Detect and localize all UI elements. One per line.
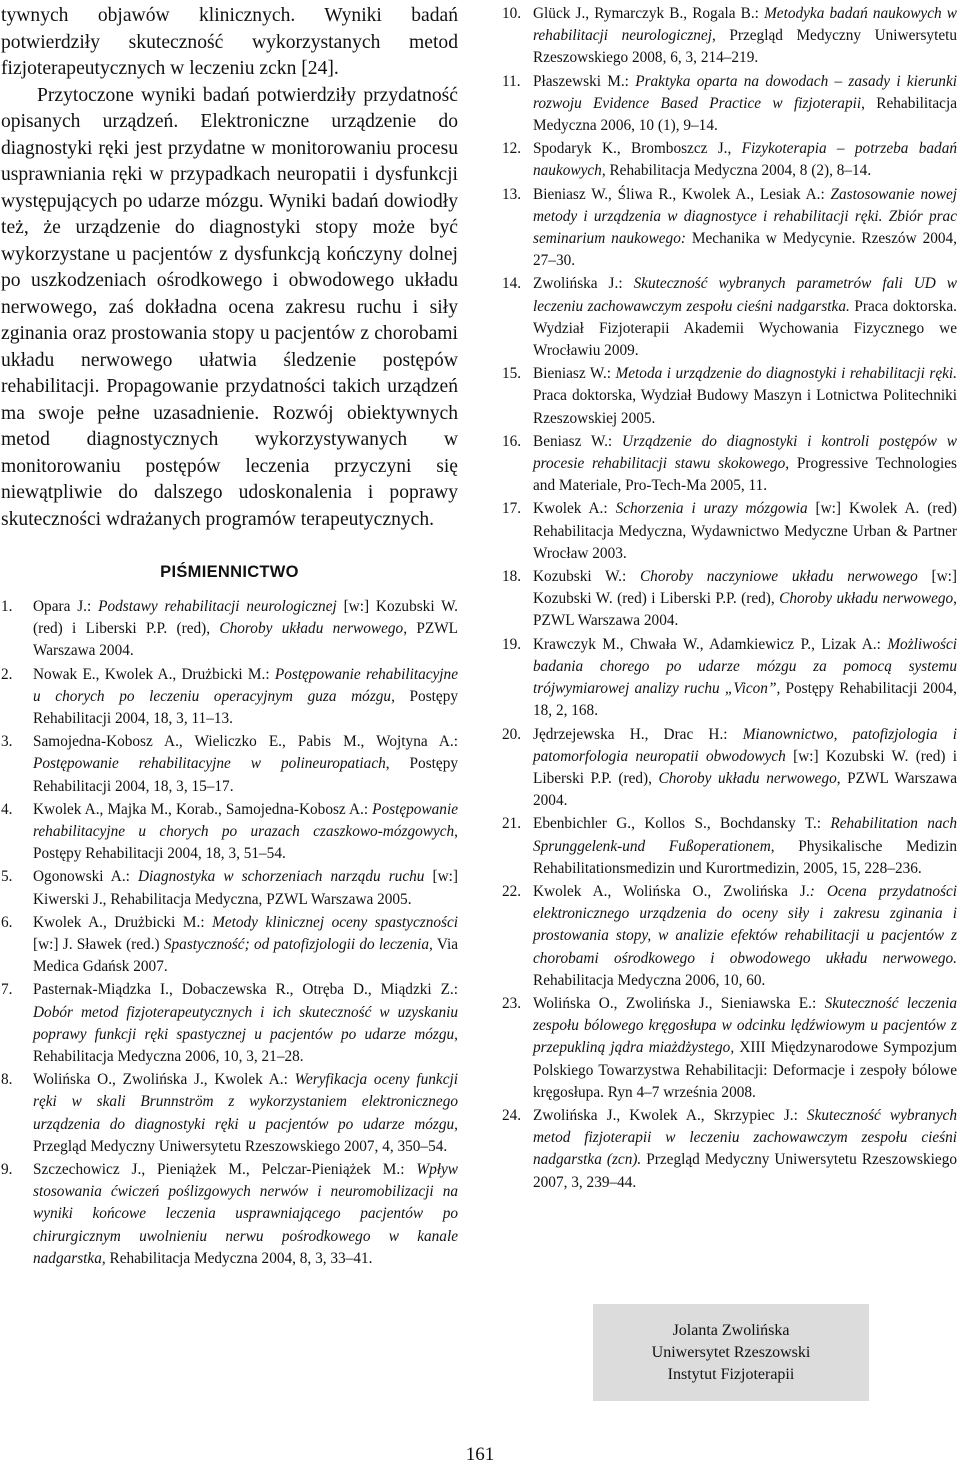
- reference-title-2: Spastyczność; od patofizjologii do leczenia,: [163, 936, 433, 954]
- reference-rest: , Rehabilitacja Medyczna 2004, 8 (2), 8–14.: [601, 162, 872, 180]
- reference-title: Mianownictwo, patofizjologia i patomorfologia neuropatii obwodowych: [533, 725, 957, 765]
- reference-item: [502, 724, 957, 813]
- reference-rest: Praca doktorska, Wydział Budowy Maszyn i Lotnictwa Politechniki Rzeszowskiej 2005.: [533, 387, 957, 427]
- reference-number: 14.: [502, 275, 522, 293]
- reference-text: [533, 3, 957, 70]
- reference-number: 12.: [502, 140, 522, 158]
- reference-rest-2: , PZWL Warszawa 2004.: [533, 769, 957, 810]
- reference-number: 16.: [502, 432, 522, 450]
- reference-title: Choroby naczyniowe układu nerwowego: [639, 568, 918, 586]
- body-paragraph-1: tywnych objawów klinicznych. Wyniki badań potwierdziły skuteczność wykorzystanych metod fizjoterapeutycznych w leczeniu zckn [24].: [1, 5, 458, 79]
- reference-rest: , Postępy Rehabilitacji 2004, 18, 3, 15–17.: [33, 755, 458, 795]
- reference-author: Opara J.:: [33, 598, 99, 615]
- reference-number: 7.: [1, 981, 13, 999]
- reference-text: [33, 866, 458, 910]
- body-paragraph-2: Przytoczone wyniki badań potwierdziły przydatność opisanych urządzeń. Elektroniczne urządzenie do diagnostyki ręki jest przydatne w monitorowaniu procesu usprawniania ręki w przypadkach neuropatii i dysfunkcji występujących po udarze mózgu. Wyniki badań dowiodły też, że urządzenie do diagnostyki stopy może być wykorzystane u pacjentów z dysfunkcją kończyny dolnej po uszkodzeniach ośrodkowego i obwodowego układu nerwowego, zaś dokładna ocena zakresu ruchu i siły zginania oraz prostowania stopy u pacjentów z chorobami układu nerwowego ułatwia śledzenie postępów rehabilitacji. Propagowanie przydatności takich urządzeń ma swoje pełne uzasadnienie. Rozwój obiektywnych metod diagnostycznych wykorzystywanych w monitorowaniu postępów leczenia przyczyni się niewątpliwie do dalszego udoskonalenia i poprawy skuteczności wdrażanych programów terapeutycznych.: [1, 84, 458, 530]
- reference-title: Skuteczność wybranych parametrów fali UD w leczeniu zachowawczym zespołu cieśni nadgarstka.: [533, 275, 957, 315]
- reference-text: [533, 273, 957, 362]
- reference-author: Jędrzejewska H., Drac H.:: [533, 725, 743, 743]
- reference-text: [533, 634, 957, 723]
- reference-number: 17.: [502, 500, 522, 518]
- page-number: 161: [465, 1444, 495, 1465]
- reference-rest-2: Via Medica Gdańsk 2007.: [33, 936, 459, 976]
- reference-rest: , Physikalische Medizin Rehabilitationsmedizin und Kurortmedizin, 2005, 15, 228–236.: [533, 837, 957, 877]
- reference-title: Postępowanie rehabilitacyjne u chorych po urazach czaszkowo-mózgowych: [33, 800, 458, 841]
- reference-number: 23.: [502, 994, 522, 1012]
- reference-rest: , Rehabilitacja Medyczna 2006, 10, 3, 21–28.: [33, 1025, 458, 1066]
- reference-text: [33, 1159, 458, 1270]
- reference-text: [533, 184, 957, 273]
- reference-number: 9.: [1, 1161, 13, 1179]
- reference-author: Nowak E., Kwolek A., Drużbicki M.:: [33, 665, 275, 683]
- reference-item: [502, 184, 957, 273]
- reference-author: Kwolek A., Majka M., Korab., Samojedna-Kobosz A.:: [33, 800, 373, 818]
- reference-rest: , Postępy Rehabilitacji 2004, 18, 3, 11–13.: [33, 687, 458, 728]
- reference-item: [1, 1159, 458, 1270]
- reference-author: Pasternak-Miądzka I., Dobaczewska R., Otręba D., Miądzki Z.:: [33, 981, 458, 999]
- reference-rest: Rehabilitacja Medyczna 2006, 10, 60.: [533, 971, 766, 989]
- reference-rest-2: , PZWL Warszawa 2004.: [533, 590, 957, 630]
- reference-number: 1.: [1, 598, 13, 615]
- reference-title: Schorzenia i urazy mózgowia: [615, 500, 808, 518]
- reference-number: 11.: [502, 72, 521, 90]
- reference-rest: XIII Międzynarodowe Sympozjum Polskiego Towarzystwa Rehabilitacji: Deformacje i zespoły bólowe kręgosłupa. Ryn 4–7 września 2008.: [533, 1039, 957, 1101]
- reference-number: 18.: [502, 568, 522, 586]
- author-name: Jolanta Zwolińska: [672, 1321, 790, 1339]
- reference-item: [502, 881, 957, 992]
- reference-title: Wpływ stosowania ćwiczeń poślizgowych nerwów i neuromobilizacji na wyniki końcowe leczenia usprawniającego pacjentów po chirurgicznym uwolnieniu nerwu pośrodkowego w kanale nadgarstka: [33, 1161, 458, 1267]
- reference-text: [533, 813, 957, 880]
- reference-text: [533, 993, 957, 1104]
- reference-author: Wolińska O., Zwolińska J., Kwolek A.:: [33, 1071, 295, 1089]
- reference-author: Beniasz W.:: [533, 432, 623, 450]
- reference-author: Samojedna-Kobosz A., Wieliczko E., Pabis M., Wojtyna A.:: [33, 733, 458, 751]
- reference-rest: , Rehabilitacja Medyczna 2004, 8, 3, 33–41.: [101, 1249, 373, 1267]
- reference-author: Spodaryk K., Bromboszcz J.,: [533, 140, 742, 158]
- reference-number: 6.: [1, 913, 13, 931]
- reference-author: Szczechowicz J., Pieniążek M., Pelczar-Pieniążek M.:: [33, 1161, 417, 1179]
- reference-rest: , Przegląd Medyczny Uniwersytetu Rzeszowskiego 2007, 4, 350–54.: [33, 1115, 458, 1155]
- reference-item: [502, 273, 957, 362]
- reference-item: [1, 731, 458, 798]
- reference-author: Zwolińska J.:: [533, 275, 634, 293]
- reference-rest: Przegląd Medyczny Uniwersytetu Rzeszowskiego 2007, 3, 239–44.: [533, 1151, 957, 1191]
- reference-number: 22.: [502, 882, 522, 900]
- reference-item: [1, 664, 458, 731]
- reference-item: [502, 71, 957, 138]
- reference-rest: [w:] Kwolek A. (red) Rehabilitacja Medyczna, Wydawnictwo Medyczne Urban & Partner Wrocław 2003.: [533, 500, 957, 562]
- reference-rest: Mechanika w Medycynie. Rzeszów 2004, 27–30.: [533, 230, 957, 270]
- reference-author: Kozubski W.:: [533, 568, 640, 586]
- reference-rest: , Przegląd Medyczny Uniwersytetu Rzeszowskiego 2008, 6, 3, 214–219.: [533, 27, 958, 67]
- reference-rest: [w:] Kozubski W. (red) i Liberski P.P. (red),: [533, 568, 958, 608]
- reference-item: [502, 498, 957, 565]
- reference-text: [33, 1069, 458, 1158]
- reference-rest: [w:] Kiwerski J., Rehabilitacja Medyczna, PZWL Warszawa 2005.: [33, 868, 458, 908]
- references-list-right: [502, 3, 957, 1194]
- reference-author: Płaszewski M.:: [533, 72, 636, 90]
- reference-rest: , Rehabilitacja Medyczna 2006, 10 (1), 9–14.: [533, 94, 957, 135]
- reference-text: [33, 664, 458, 731]
- reference-author: Ogonowski A.:: [33, 868, 138, 886]
- reference-title: Metoda i urządzenie do diagnostyki i rehabilitacji ręki.: [615, 365, 958, 383]
- reference-item: [1, 866, 458, 910]
- references-heading: PIŚMIENNICTWO: [160, 563, 299, 581]
- reference-title: Rehabilitation nach Sprunggelenk-und Fußoperationem: [533, 815, 957, 855]
- reference-author: Bieniasz W., Śliwa R., Kwolek A., Lesiak A.:: [533, 185, 831, 203]
- reference-title-2: Choroby układu nerwowego: [658, 769, 837, 787]
- reference-author: Kwolek A., Wolińska O., Zwolińska J.: [533, 882, 810, 900]
- reference-title: Diagnostyka w schorzeniach narządu ruchu: [138, 868, 425, 886]
- reference-rest: Praca doktorska. Wydział Fizjoterapii Akademii Wychowania Fizycznego we Wrocławiu 2009.: [533, 297, 958, 360]
- reference-text: [33, 979, 458, 1068]
- reference-text: [533, 138, 957, 182]
- reference-author: Wolińska O., Zwolińska J., Sieniawska E.:: [533, 994, 825, 1012]
- reference-title: Fizykoterapia – potrzeba badań naukowych: [533, 140, 957, 180]
- reference-number: 2.: [1, 665, 13, 683]
- reference-title: Zastosowanie nowej metody i urządzenia w diagnostyce i rehabilitacji ręki. Zbiór prac seminarium naukowego:: [533, 185, 958, 248]
- reference-text: [33, 912, 458, 979]
- reference-item: [1, 912, 458, 979]
- references-list-left: [1, 596, 458, 1270]
- reference-text: [533, 881, 957, 992]
- reference-number: 21.: [502, 815, 522, 833]
- reference-author: Bieniasz W.:: [533, 365, 616, 383]
- reference-author: Kwolek A.:: [533, 500, 616, 518]
- right-column: [502, 3, 957, 1195]
- reference-number: 5.: [1, 868, 13, 886]
- reference-title: Skuteczność leczenia zespołu bólowego kręgosłupa w odcinku lędźwiowym u pacjentów z przepukliną jądra miażdżystego,: [533, 994, 957, 1057]
- reference-rest: , Postępy Rehabilitacji 2004, 18, 3, 51–54.: [33, 823, 458, 863]
- reference-text: [33, 596, 458, 663]
- reference-item: [1, 979, 458, 1068]
- reference-title: Metodyka badań naukowych w rehabilitacji neurologicznej: [533, 5, 957, 45]
- reference-author: Zwolińska J., Kwolek A., Skrzypiec J.:: [533, 1106, 807, 1124]
- reference-item: [502, 566, 957, 633]
- reference-item: [502, 431, 957, 498]
- reference-text: [533, 431, 957, 498]
- reference-number: 20.: [502, 725, 522, 743]
- reference-title: Postępowanie rehabilitacyjne u chorych po leczeniu operacyjnym guza mózgu: [33, 665, 458, 705]
- reference-rest: Postępy Rehabilitacji 2004, 18, 2, 168.: [533, 680, 958, 720]
- reference-number: 3.: [1, 733, 13, 751]
- reference-text: [533, 498, 957, 565]
- reference-rest: [w:] J. Sławek (red.): [33, 936, 164, 954]
- reference-number: 19.: [502, 635, 522, 653]
- reference-text: [533, 1105, 957, 1194]
- reference-title: : Ocena przydatności elektronicznego urządzenia do oceny siły i zakresu zginania i prostowania stopy, w analizie efektów rehabilitacji u pacjentów z chorobami ośrodkowego i obwodowego układu nerwowego.: [533, 882, 957, 967]
- reference-item: [502, 138, 957, 182]
- reference-item: [502, 993, 957, 1104]
- reference-title: Podstawy rehabilitacji neurologicznej: [98, 598, 337, 615]
- reference-title: Możliwości badania chorego po udarze mózgu za pomocą systemu trójwymiarowej analizy ruchu „Vicon”,: [533, 635, 957, 698]
- reference-text: [33, 799, 458, 866]
- reference-item: [1, 596, 458, 663]
- reference-author: Ebenbichler G., Kollos S., Bochdansky T.:: [533, 815, 831, 833]
- reference-rest: [w:] Kozubski W. (red) i Liberski P.P. (red),: [33, 598, 459, 638]
- reference-item: [1, 799, 458, 866]
- reference-title-2: Choroby układu nerwowego: [219, 620, 404, 638]
- reference-number: 10.: [502, 5, 522, 22]
- reference-number: 15.: [502, 365, 522, 383]
- author-affiliation-box: [593, 1304, 869, 1401]
- reference-title: Urządzenie do diagnostyki i kontroli postępów w procesie rehabilitacji stawu skokowego,: [533, 432, 958, 473]
- reference-item: [502, 1105, 957, 1194]
- reference-text: [533, 363, 957, 430]
- reference-title: Dobór metod fizjoterapeutycznych i ich skuteczność w uzyskaniu poprawy funkcji ręki spastycznej u pacjentów po udarze mózgu: [33, 1003, 458, 1043]
- reference-title: Skuteczność wybranych metod fizjoterapii w leczeniu zachowawczym zespołu cieśni nadgarstka (zcn).: [533, 1106, 957, 1169]
- reference-item: [1, 1069, 458, 1158]
- reference-rest: Progressive Technologies and Materiale, Pro-Tech-Ma 2005, 11.: [533, 455, 957, 495]
- reference-text: [533, 71, 957, 138]
- reference-item: [502, 363, 957, 430]
- reference-text: [33, 731, 458, 798]
- left-column: [1, 3, 458, 1271]
- reference-title: Praktyka oparta na dowodach – zasady i kierunki rozwoju Evidence Based Practice w fizjoterapii: [533, 72, 957, 112]
- reference-text: [533, 566, 957, 633]
- reference-rest-2: , PZWL Warszawa 2004.: [33, 620, 458, 660]
- reference-number: 13.: [502, 185, 522, 203]
- reference-author: Glück J., Rymarczyk B., Rogala B.:: [533, 5, 765, 22]
- reference-number: 24.: [502, 1106, 522, 1124]
- author-institute: Instytut Fizjoterapii: [667, 1365, 795, 1383]
- reference-number: 8.: [1, 1071, 13, 1089]
- reference-author: Kwolek A., Drużbicki M.:: [33, 913, 213, 931]
- reference-title-2: Choroby układu nerwowego: [779, 590, 954, 608]
- reference-item: [502, 634, 957, 723]
- reference-title: Metody klinicznej oceny spastyczności: [212, 913, 458, 931]
- reference-rest: [w:] Kozubski W. (red) i Liberski P.P. (red),: [533, 747, 957, 787]
- reference-item: [502, 3, 957, 70]
- reference-item: [502, 813, 957, 880]
- reference-author: Krawczyk M., Chwała W., Adamkiewicz P., Lizak A.:: [533, 635, 888, 653]
- reference-text: [533, 724, 957, 813]
- author-university: Uniwersytet Rzeszowski: [651, 1343, 811, 1361]
- reference-number: 4.: [1, 800, 13, 818]
- reference-title: Weryfikacja oceny funkcji ręki w skali Brunnström z wykorzystaniem elektronicznego urządzenia do diagnostyki ręki u pacjentów po udarze mózgu: [33, 1071, 458, 1133]
- reference-title: Postępowanie rehabilitacyjne w polineuropatiach: [33, 755, 386, 773]
